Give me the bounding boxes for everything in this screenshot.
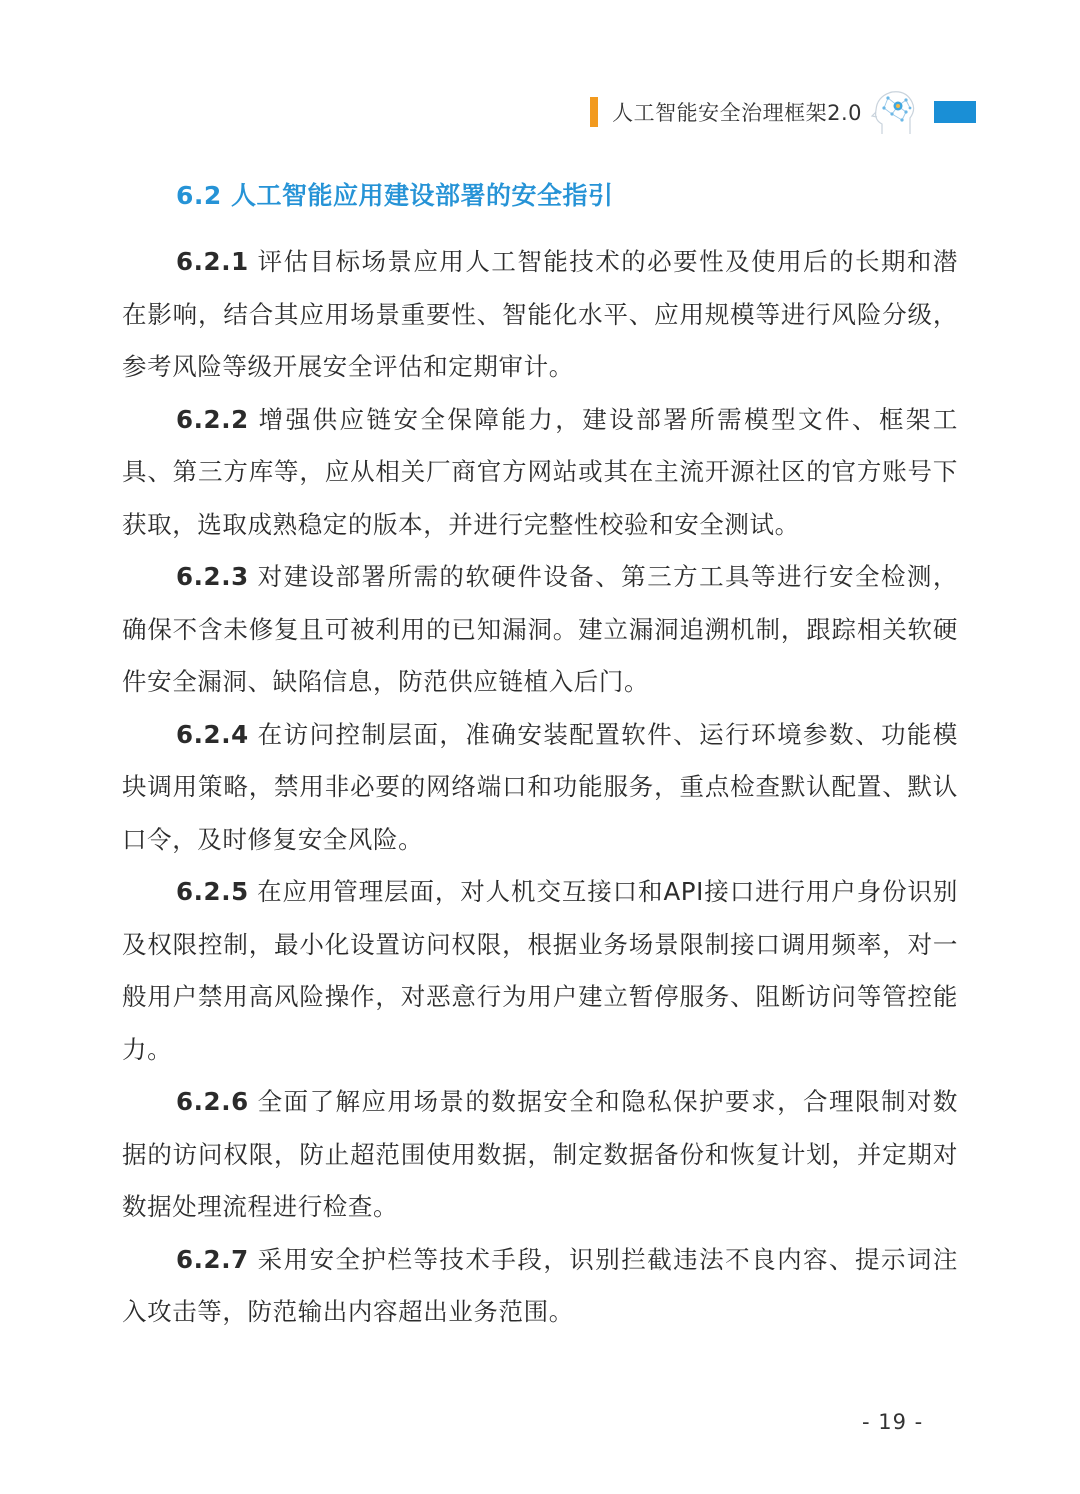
clause-text: 在访问控制层面，准确安装配置软件、运行环境参数、功能模块调用策略，禁用非必要的网络端口和功能服务，重点检查默认配置、默认口令，及时修复安全风险。 (122, 719, 958, 854)
paragraph-6-2-7 (122, 1234, 958, 1339)
paragraph-6-2-3 (122, 551, 958, 709)
clause-number: 6.2.6 (176, 1087, 249, 1116)
clause-text: 增强供应链安全保障能力，建设部署所需模型文件、框架工具、第三方库等，应从相关厂商官方网站或其在主流开源社区的官方账号下获取，选取成熟稳定的版本，并进行完整性校验和安全测试。 (122, 404, 958, 539)
clause-number: 6.2.2 (176, 404, 249, 434)
clause-number: 6.2.4 (176, 719, 249, 749)
clause-text: 在应用管理层面，对人机交互接口和API接口进行用户身份识别及权限控制，最小化设置访问权限，根据业务场景限制接口调用频率，对一般用户禁用高风险操作，对恶意行为用户建立暂停服务、阻断访问等管控能力。 (122, 877, 958, 1064)
section-body (122, 236, 958, 1339)
section-title: 6.2 人工智能应用建设部署的安全指引 (176, 181, 614, 210)
clause-number: 6.2.7 (176, 1244, 249, 1274)
header-accent-bar (590, 97, 598, 127)
document-title: 人工智能安全治理框架2.0 (612, 101, 862, 125)
clause-number: 6.2.3 (176, 562, 249, 591)
paragraph-6-2-4 (122, 709, 958, 867)
paragraph-6-2-1 (122, 236, 958, 394)
paragraph-6-2-6 (122, 1076, 958, 1234)
page-number: - 19 - (862, 1410, 924, 1434)
page-header (590, 84, 976, 140)
paragraph-6-2-2 (122, 394, 958, 552)
ai-head-brain-icon (868, 84, 920, 140)
clause-text: 采用安全护栏等技术手段，识别拦截违法不良内容、提示词注入攻击等，防范输出内容超出业务范围。 (122, 1244, 958, 1326)
clause-text: 对建设部署所需的软硬件设备、第三方工具等进行安全检测，确保不含未修复且可被利用的已知漏洞。建立漏洞追溯机制，跟踪相关软硬件安全漏洞、缺陷信息，防范供应链植入后门。 (122, 562, 958, 696)
paragraph-6-2-5 (122, 866, 958, 1076)
clause-number: 6.2.1 (176, 247, 249, 276)
clause-text: 评估目标场景应用人工智能技术的必要性及使用后的长期和潜在影响，结合其应用场景重要性、智能化水平、应用规模等进行风险分级，参考风险等级开展安全评估和定期审计。 (122, 247, 958, 381)
clause-text: 全面了解应用场景的数据安全和隐私保护要求，合理限制对数据的访问权限，防止超范围使用数据，制定数据备份和恢复计划，并定期对数据处理流程进行检查。 (122, 1087, 958, 1221)
header-blue-block (934, 101, 976, 123)
clause-number: 6.2.5 (176, 877, 249, 906)
